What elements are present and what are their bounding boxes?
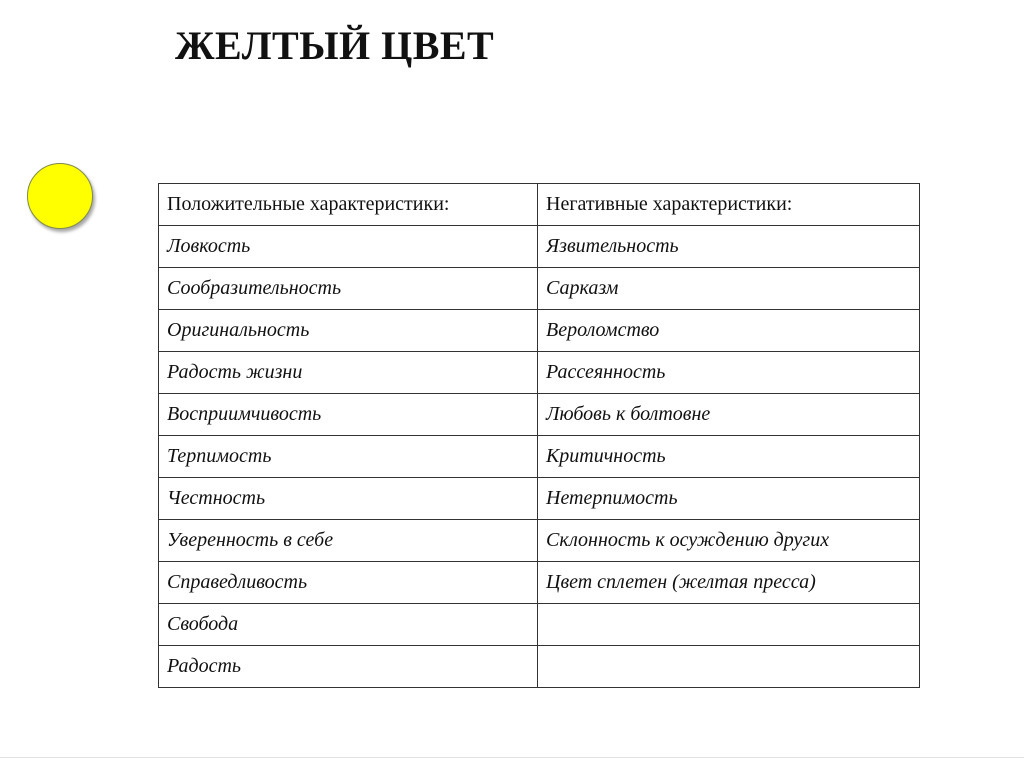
table-row bbox=[159, 268, 920, 310]
negative-trait: Вероломство bbox=[538, 310, 920, 352]
header-negative: Негативные характеристики: bbox=[538, 184, 920, 226]
table-row bbox=[159, 604, 920, 646]
slide-title: ЖЕЛТЫЙ ЦВЕТ bbox=[175, 23, 495, 68]
table-row bbox=[159, 226, 920, 268]
table-row bbox=[159, 436, 920, 478]
positive-trait: Сообразительность bbox=[159, 268, 538, 310]
negative-trait: Сарказм bbox=[538, 268, 920, 310]
positive-trait: Радость жизни bbox=[159, 352, 538, 394]
positive-trait: Свобода bbox=[159, 604, 538, 646]
positive-trait: Радость bbox=[159, 646, 538, 688]
header-positive: Положительные характеристики: bbox=[159, 184, 538, 226]
positive-trait: Справедливость bbox=[159, 562, 538, 604]
negative-trait: Нетерпимость bbox=[538, 478, 920, 520]
table-row bbox=[159, 394, 920, 436]
table-row bbox=[159, 646, 920, 688]
positive-trait: Уверенность в себе bbox=[159, 520, 538, 562]
bottom-divider bbox=[0, 757, 1024, 758]
positive-trait: Оригинальность bbox=[159, 310, 538, 352]
positive-trait: Честность bbox=[159, 478, 538, 520]
negative-trait bbox=[538, 646, 920, 688]
positive-trait: Терпимость bbox=[159, 436, 538, 478]
table-row bbox=[159, 352, 920, 394]
positive-trait: Ловкость bbox=[159, 226, 538, 268]
table-row bbox=[159, 478, 920, 520]
negative-trait: Склонность к осуждению других bbox=[538, 520, 920, 562]
traits-table bbox=[158, 183, 920, 688]
negative-trait: Критичность bbox=[538, 436, 920, 478]
table-header-row bbox=[159, 184, 920, 226]
table-row bbox=[159, 310, 920, 352]
positive-trait: Восприимчивость bbox=[159, 394, 538, 436]
negative-trait: Язвительность bbox=[538, 226, 920, 268]
table-row bbox=[159, 562, 920, 604]
negative-trait: Рассеянность bbox=[538, 352, 920, 394]
negative-trait bbox=[538, 604, 920, 646]
negative-trait: Любовь к болтовне bbox=[538, 394, 920, 436]
yellow-circle bbox=[27, 163, 93, 229]
table-row bbox=[159, 520, 920, 562]
negative-trait: Цвет сплетен (желтая пресса) bbox=[538, 562, 920, 604]
